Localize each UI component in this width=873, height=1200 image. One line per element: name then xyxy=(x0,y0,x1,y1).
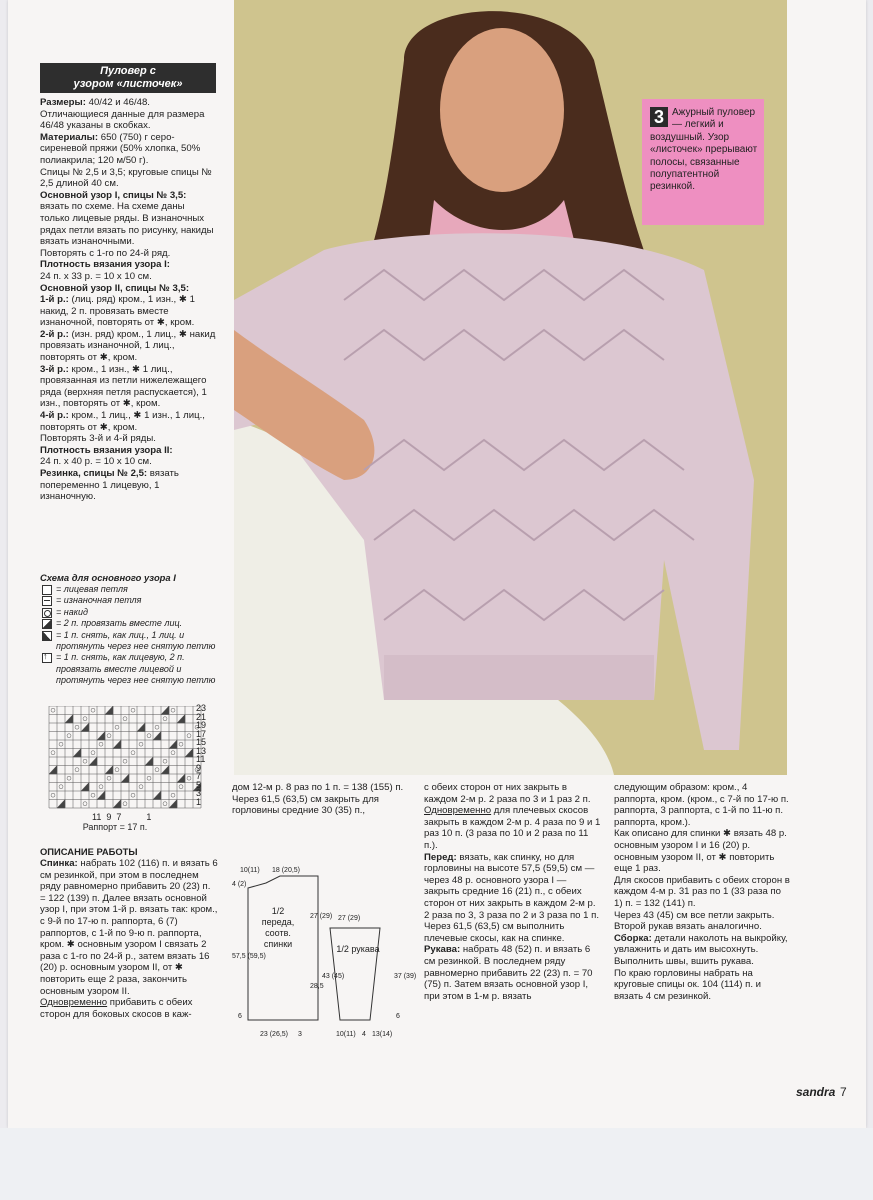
chart-yarn-over xyxy=(107,734,111,738)
description-text: Спинка: набрать 102 (116) п. и вязать 6 см резинкой, при этом в последнем ряду равномерно прибавить 20 (23) п. = 122 (139) п. Далее вязать основной узор I, при этом 1-й р. вязать так: кром., с 9-й по 17-ю п. раппорта, 6 (7) раппортов, с 1-й по 9-ю п. раппорта, кром. ✱ основным узором I связать 2 раза с 1-го по 24-й р., затем вязать 16 (20) р. основным узором II, от ✱ повторить еще 2 раза, закончить основным узором II. Одновременно прибавить с обеих сторон для боковых скосов в каж- xyxy=(40,858,218,1020)
chart-yarn-over xyxy=(123,802,127,806)
schema-title: Схема для основного узора I xyxy=(40,572,176,583)
article-title: Пуловер с узором «листочек» xyxy=(40,63,216,93)
dim-sleeve-h: 43 (45) xyxy=(322,973,345,980)
density-2-label: Плотность вязания узора II: xyxy=(40,444,173,456)
row-2: 2-й р.: (изн. ряд) кром., 1 лиц., ✱ накид провязать изнаночной, 1 лиц., повторять от ✱, кром. xyxy=(40,328,216,364)
density-1-value: 24 п. х 33 р. = 10 х 10 см. xyxy=(40,270,152,282)
chart-yarn-over xyxy=(99,785,103,789)
garment-pattern-diagram xyxy=(230,858,420,1048)
chart-yarn-over xyxy=(147,734,151,738)
chart-yarn-over xyxy=(179,742,183,746)
chart-yarn-over xyxy=(75,768,79,772)
chart-decrease xyxy=(105,706,113,715)
chart-decrease xyxy=(97,791,105,800)
pattern-2-label: Основной узор II, спицы № 3,5: xyxy=(40,282,190,294)
chart-yarn-over xyxy=(187,776,191,780)
dim-bottom-back: 23 (26,5) xyxy=(260,1031,289,1038)
chart-decrease xyxy=(113,800,121,809)
chart-yarn-over xyxy=(59,785,63,789)
front-back-label: 1/2 переда, соотв. спинки xyxy=(261,906,295,949)
dim-rib-l: 6 xyxy=(238,1013,242,1020)
chart-yarn-over xyxy=(67,734,71,738)
chart-yarn-over xyxy=(179,785,183,789)
chart-yarn-over xyxy=(139,785,143,789)
sizes: Размеры: 40/42 и 46/48. xyxy=(40,97,150,108)
needles: Спицы № 2,5 и 3,5; круговые спицы № 2,5 длиной 40 см. xyxy=(40,166,212,190)
caption-number: 3 xyxy=(650,107,668,127)
chart-yarn-over xyxy=(163,802,167,806)
chart-yarn-over xyxy=(83,802,87,806)
materials: Материалы: 650 (750) г серо-сиреневой пряжи (50% хлопка, 50% полиакрила; 120 м/50 г). xyxy=(40,131,201,166)
chart-decrease xyxy=(169,740,177,749)
description-heading: ОПИСАНИЕ РАБОТЫ xyxy=(40,846,138,857)
chart-decrease xyxy=(153,732,161,741)
chart-decrease xyxy=(89,757,97,766)
schema-legend xyxy=(40,584,220,687)
photo-caption xyxy=(642,99,764,225)
chart-yarn-over xyxy=(107,776,111,780)
pattern-1-repeat: Повторять с 1-го по 24-й ряд. xyxy=(40,247,171,259)
chart-yarn-over xyxy=(123,759,127,763)
chart-decrease xyxy=(177,774,185,783)
chart-decrease xyxy=(161,766,169,775)
legend-item: = 2 п. провязать вместе лиц. xyxy=(40,618,220,629)
double-decrease-icon xyxy=(42,653,52,663)
chart-yarn-over xyxy=(139,742,143,746)
chart-decrease xyxy=(121,774,129,783)
dim-bottom-sleeve-a: 10(11) xyxy=(336,1031,356,1038)
chart-decrease xyxy=(145,757,153,766)
chart-decrease xyxy=(137,723,145,732)
dim-sleeve-mid: 28,5 xyxy=(310,983,324,990)
chart-yarn-over xyxy=(131,708,135,712)
row-3: 3-й р.: кром., 1 изн., ✱ 1 лиц., провязанная из петли нижележащего ряда (верхняя петля распускается), 1 изн., повторять от ✱, кром. xyxy=(40,363,207,410)
purl-square-icon xyxy=(42,596,52,606)
chart-decrease xyxy=(49,766,57,775)
chart-yarn-over xyxy=(115,725,119,729)
dim-rib-r: 6 xyxy=(396,1013,400,1020)
dim-top-a: 10(11) xyxy=(240,867,260,874)
chart-yarn-over xyxy=(51,751,55,755)
chart-row-numbers: 23 21 19 17 15 13 11 9 7 5 3 1 xyxy=(196,703,207,807)
dim-left-top: 4 (2) xyxy=(232,881,247,888)
chart-yarn-over xyxy=(75,725,79,729)
column-3: с обеих сторон от них закрыть в каждом 2-м р. 2 раза по 3 и 1 раз 2 п. Одновременно для плечевых скосов закрыть в каждом 2-м р. 4 раза по 9 и 1 раз 10 п. (3 раза по 10 и 2 раза по 11 п.). Перед: вязать, как спинку, но для горловины на высоте 57,5 (59,5) см — через 48 р. основного узора I — закрыть средние 16 (21) п., с обеих сторон от них закрыть в каждом 2-м р. 2 раза по 3, 3 раза по 2 и 3 раза по 1 п. Через 61,5 (63,5) см выполнить плечевые скосы, как на спинке. Рукава: набрать 48 (52) п. и вязать 6 см резинкой. В последнем ряду равномерно прибавить 22 (23) п. = 70 (75) п. Затем вязать основной узор I, при этом в 1-м р. вязать xyxy=(424,782,601,1002)
chart-decrease xyxy=(65,715,73,724)
chart-yarn-over xyxy=(67,776,71,780)
chart-yarn-over xyxy=(163,717,167,721)
chart-yarn-over xyxy=(171,793,175,797)
brand-logo: sandra xyxy=(796,1085,836,1099)
chart-yarn-over xyxy=(91,751,95,755)
chart-yarn-over xyxy=(115,768,119,772)
scan-margin xyxy=(0,1128,873,1200)
chart-yarn-over xyxy=(91,708,95,712)
dim-top-b: 18 (20,5) xyxy=(272,867,301,874)
chart-decrease xyxy=(81,723,89,732)
knitting-chart xyxy=(40,703,210,810)
column-2: дом 12-м р. 8 раз по 1 п. = 138 (155) п. Через 61,5 (63,5) см закрыть для горловины средние 30 (35) п., xyxy=(232,782,404,817)
yarn-over-icon xyxy=(42,608,52,618)
density-1-label: Плотность вязания узора I: xyxy=(40,259,170,271)
chart-yarn-over xyxy=(163,759,167,763)
chart-decrease xyxy=(57,800,65,809)
chart-yarn-over xyxy=(171,751,175,755)
row-1: 1-й р.: (лиц. ряд) кром., 1 изн., ✱ 1 накид, 2 п. провязать вместе изнаночной, повторять от ✱, кром. xyxy=(40,294,195,329)
legend-item: = изнаночная петля xyxy=(40,595,220,606)
legend-item: ↑ = 1 п. снять, как лицевую, 2 п. провязать вместе лицевой и протянуть через нее снятую петлю xyxy=(40,652,220,686)
rapport-label: Раппорт = 17 п. xyxy=(82,822,148,832)
row-repeat: Повторять 3-й и 4-й ряды. xyxy=(40,433,156,445)
legend-item: = лицевая петля xyxy=(40,584,220,595)
chart-decrease xyxy=(185,749,193,758)
dim-sleeve-top: 27 (29) xyxy=(338,915,361,922)
rib: Резинка, спицы № 2,5: вязать попеременно 1 лицевую, 1 изнаночную. xyxy=(40,468,179,503)
column-4: следующим образом: кром., 4 раппорта, кром. (кром., с 7-й по 17-ю п. раппорта, 3 раппорта, с 1-й по 11-ю п. раппорта, кром.). Как описано для спинки ✱ вязать 48 р. основным узором I и 16 (20) р. основным узором II, от ✱ повторить еще 1 раз. Для скосов прибавить с обеих сторон в каждом 4-м р. 31 раз по 1 (33 раза по 1) п. = 132 (141) п. Через 43 (45) см все петли закрыть. Второй рукав вязать аналогично. Сборка: детали наколоть на выкройку, увлажнить и дать им высохнуть. Выполнить швы, вшить рукава. По краю горловины набрать на круговые спицы ок. 104 (114) п. и вязать 4 см резинкой. xyxy=(614,782,790,1002)
chart-decrease xyxy=(161,706,169,715)
density-2-value: 24 п. х 40 р. = 10 х 10 см. xyxy=(40,456,152,468)
chart-decrease xyxy=(169,800,177,809)
chart-yarn-over xyxy=(147,776,151,780)
chart-yarn-over xyxy=(51,793,55,797)
page-number: 7 xyxy=(840,1085,847,1099)
chart-yarn-over xyxy=(59,742,63,746)
sleeve-label: 1/2 рукава xyxy=(336,944,380,954)
chart-yarn-over xyxy=(123,717,127,721)
chart-yarn-over xyxy=(83,759,87,763)
dim-bottom-sleeve-c: 13(14) xyxy=(372,1031,393,1038)
knit-square-icon xyxy=(42,585,52,595)
left-column xyxy=(40,63,216,503)
k2tog-icon xyxy=(42,619,52,629)
sizes-note: Отличающиеся данные для размера 46/48 указаны в скобках. xyxy=(40,108,205,132)
chart-decrease xyxy=(81,783,89,792)
caption-text: Ажурный пуловер — легкий и воздушный. Узор «листочек» прерывают полосы, связанные полупатентной резинкой. xyxy=(650,107,758,193)
skp-icon xyxy=(42,631,52,641)
row-4: 4-й р.: кром., 1 лиц., ✱ 1 изн., 1 лиц., повторять от ✱, кром. xyxy=(40,410,205,433)
chart-yarn-over xyxy=(155,768,159,772)
chart-yarn-over xyxy=(99,742,103,746)
chart-col-numbers: 11 9 7 1 xyxy=(92,812,152,822)
dim-neck: 27 (29) xyxy=(310,913,333,920)
pattern-1: Основной узор I, спицы № 3,5: вязать по схеме. На схеме даны только лицевые ряды. В изнаночных рядах петли вязать по рисунку, накиды вязать изнаночными. xyxy=(40,189,214,248)
chart-yarn-over xyxy=(51,708,55,712)
chart-decrease xyxy=(105,766,113,775)
chart-yarn-over xyxy=(155,725,159,729)
chart-yarn-over xyxy=(187,734,191,738)
chart-yarn-over xyxy=(83,717,87,721)
chart-yarn-over xyxy=(91,793,95,797)
legend-item: = накид xyxy=(40,607,220,618)
chart-decrease xyxy=(153,791,161,800)
chart-yarn-over xyxy=(131,793,135,797)
legend-item: = 1 п. снять, как лиц., 1 лиц. и протянуть через нее снятую петлю xyxy=(40,630,220,653)
chart-yarn-over xyxy=(131,751,135,755)
dim-bottom-3: 3 xyxy=(298,1031,302,1038)
chart-decrease xyxy=(73,749,81,758)
dim-bottom-sleeve-b: 4 xyxy=(362,1031,366,1038)
chart-decrease xyxy=(97,732,105,741)
dim-sleeve-side: 37 (39) xyxy=(394,973,417,980)
dim-height: 57,5 (59,5) xyxy=(232,953,266,960)
chart-yarn-over xyxy=(171,708,175,712)
chart-decrease xyxy=(177,715,185,724)
chart-decrease xyxy=(113,740,121,749)
